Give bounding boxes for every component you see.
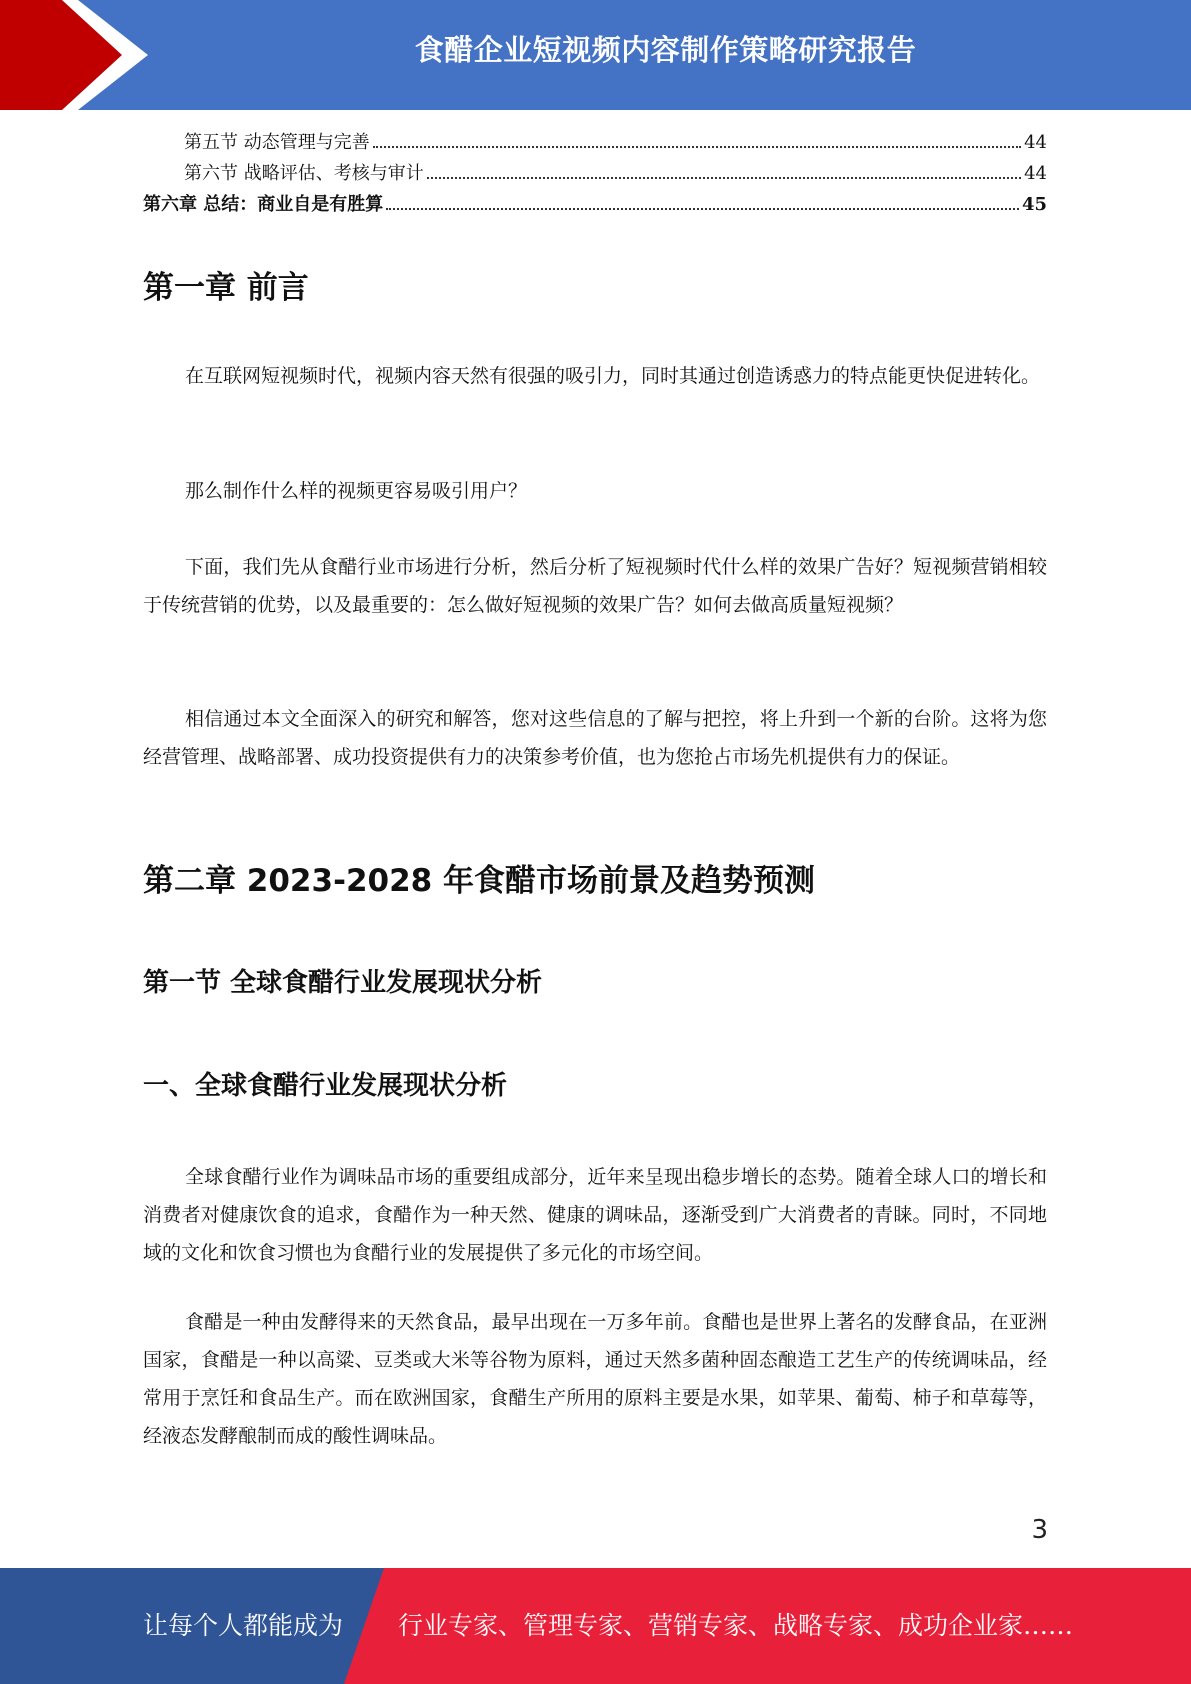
page-footer [0, 1568, 1191, 1684]
footer-slogan-right: 行业专家、管理专家、营销专家、战略专家、成功企业家…… [398, 1611, 1074, 1640]
toc-entry[interactable] [143, 159, 1047, 190]
chapter-1-heading: 第一章 前言 [143, 270, 309, 306]
chapter-1-paragraph-4: 相信通过本文全面深入的研究和解答，您对这些信息的了解与把控，将上升到一个新的台阶。这将为您经营管理、战略部署、成功投资提供有力的决策参考价值，也为您抢占市场先机提供有力的保证。 [143, 708, 1047, 768]
toc-entry-page: 45 [1021, 194, 1047, 215]
page-header [0, 0, 1191, 110]
table-of-contents [143, 128, 1047, 221]
chapter-2-paragraph-1: 全球食醋行业作为调味品市场的重要组成部分，近年来呈现出稳步增长的态势。随着全球人口的增长和消费者对健康饮食的追求，食醋作为一种天然、健康的调味品，逐渐受到广大消费者的青睐。同时，不同地域的文化和饮食习惯也为食醋行业的发展提供了多元化的市场空间。 [143, 1166, 1047, 1264]
toc-entry[interactable] [143, 190, 1047, 221]
toc-entry-title: 第六节 战略评估、考核与审计 [184, 163, 424, 184]
section-1-heading: 第一节 全球食醋行业发展现状分析 [143, 968, 543, 998]
toc-entry-title: 第六章 总结：商业自是有胜算 [143, 194, 384, 215]
toc-entry-title: 第五节 动态管理与完善 [184, 132, 370, 153]
toc-entry-page: 44 [1024, 163, 1047, 184]
toc-dot-leader [427, 177, 1021, 179]
page-number: 3 [1031, 1515, 1048, 1545]
subsection-1-heading: 一、全球食醋行业发展现状分析 [143, 1071, 508, 1101]
chapter-1-paragraph-3: 下面，我们先从食醋行业市场进行分析，然后分析了短视频时代什么样的效果广告好？短视频营销相较于传统营销的优势，以及最重要的：怎么做好短视频的效果广告？如何去做高质量短视频？ [143, 556, 1047, 616]
header-chevron-decoration [0, 0, 160, 110]
chapter-2-paragraph-2: 食醋是一种由发酵得来的天然食品，最早出现在一万多年前。食醋也是世界上著名的发酵食品，在亚洲国家，食醋是一种以高粱、豆类或大米等谷物为原料，通过天然多菌种固态酿造工艺生产的传统调味品，经常用于烹饪和食品生产。而在欧洲国家，食醋生产所用的原料主要是水果，如苹果、葡萄、柿子和草莓等，经液态发酵酿制而成的酸性调味品。 [143, 1311, 1047, 1447]
footer-slogan-left: 让每个人都能成为 [143, 1611, 344, 1640]
toc-dot-leader [373, 146, 1021, 148]
chapter-2-heading: 第二章 2023-2028 年食醋市场前景及趋势预测 [143, 863, 816, 899]
chapter-1-paragraph-1: 在互联网短视频时代，视频内容天然有很强的吸引力，同时其通过创造诱惑力的特点能更快促进转化。 [185, 365, 1041, 387]
report-title: 食醋企业短视频内容制作策略研究报告 [414, 33, 917, 67]
toc-entry[interactable] [143, 128, 1047, 159]
chapter-1-paragraph-2: 那么制作什么样的视频更容易吸引用户？ [185, 480, 528, 502]
toc-dot-leader [386, 208, 1019, 210]
toc-entry-page: 44 [1024, 132, 1047, 153]
